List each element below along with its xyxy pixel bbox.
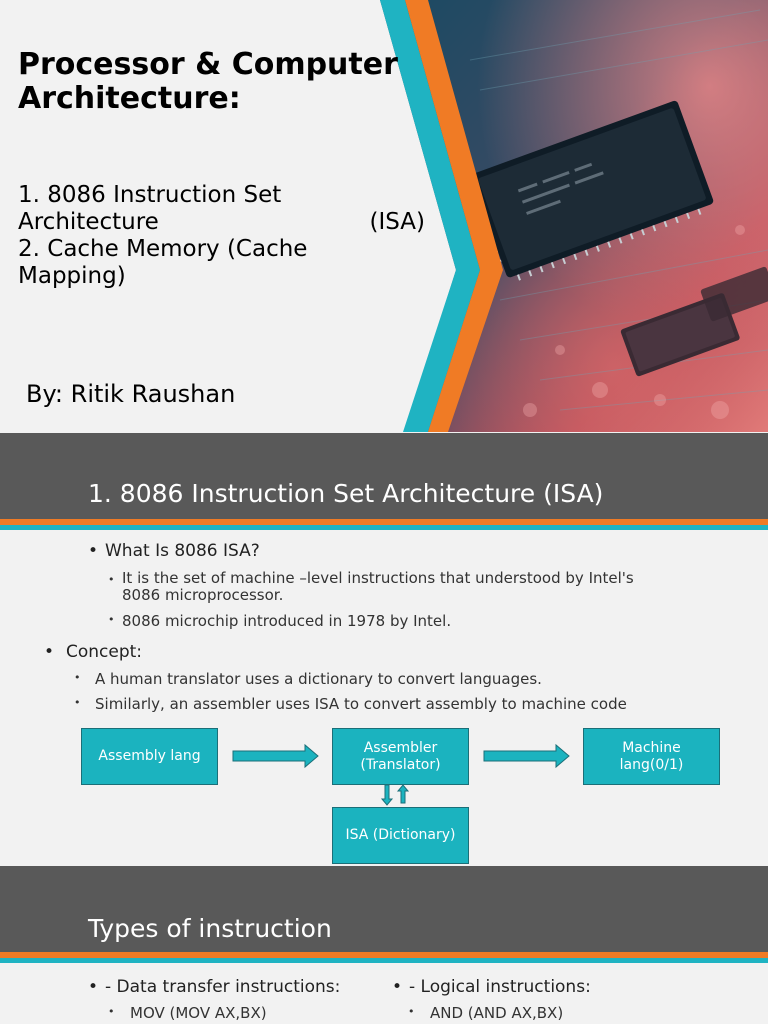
title-slide: [0, 0, 768, 432]
box-label-line-1: Assembler: [363, 739, 438, 756]
teal-divider: [0, 958, 768, 963]
box-label: Assembly lang: [98, 748, 201, 764]
bullet-dot: •: [88, 977, 99, 997]
bullet-text-line-2: 8086 microprocessor.: [122, 586, 284, 604]
slide-header: [0, 866, 768, 952]
arrow-up-from-isa: [398, 785, 408, 803]
box-label-line-2: (Translator): [360, 756, 441, 773]
bullet-text: - Logical instructions:: [409, 977, 591, 997]
arrow-down-to-isa: [382, 785, 392, 805]
bullet-text: 8086 microchip introduced in 1978 by Intel.: [122, 612, 452, 630]
assembler-box: [332, 728, 469, 785]
bullet-dot: •: [108, 1005, 115, 1018]
bullet-text-line-1: It is the set of machine –level instructions that understood by Intel's: [122, 569, 634, 587]
bullet-data-transfer: [88, 977, 340, 997]
bullet-dot: •: [88, 541, 99, 561]
arrow-assembler-to-machine: [484, 745, 569, 767]
bullet-dot: •: [408, 1005, 415, 1018]
bullet-text: What Is 8086 ISA?: [105, 541, 260, 561]
bullet-text: - Data transfer instructions:: [105, 977, 341, 997]
title-line-1: Processor & Computer: [18, 47, 398, 82]
bullet-dot: •: [108, 573, 115, 586]
topic-2-line-1: 2. Cache Memory (Cache: [18, 236, 308, 262]
arrow-assembly-to-assembler: [233, 745, 318, 767]
topic-1-architecture: Architecture: [18, 209, 159, 235]
topic-list: [18, 182, 428, 290]
isa-slide: [0, 433, 768, 866]
types-slide: [0, 866, 768, 1024]
bullet-logical: [392, 977, 591, 997]
bullet-dot: •: [74, 696, 81, 709]
assembly-lang-box: [81, 728, 218, 785]
bullet-text: MOV (MOV AX,BX): [130, 1004, 267, 1022]
presentation-title: [18, 48, 438, 116]
isa-dictionary-box: [332, 807, 469, 864]
topic-1-isa: (ISA): [369, 209, 425, 235]
bullet-text: Concept:: [66, 642, 143, 662]
bullet-dot: •: [392, 977, 403, 997]
box-label: ISA (Dictionary): [345, 827, 456, 843]
sub-bullet-and: [408, 1004, 563, 1022]
topic-1-line-1: 1. 8086 Instruction Set: [18, 182, 282, 208]
sub-bullet-mov: [108, 1004, 267, 1022]
slide-title: 1. 8086 Instruction Set Architecture (ISA): [88, 479, 604, 508]
slide-title: Types of instruction: [88, 914, 332, 943]
bullet-text: Similarly, an assembler uses ISA to convert assembly to machine code: [95, 695, 627, 713]
bullet-text: AND (AND AX,BX): [430, 1004, 564, 1022]
box-label-line-2: lang(0/1): [619, 756, 684, 773]
bullet-dot: •: [108, 613, 115, 626]
author-name: By: Ritik Raushan: [26, 380, 236, 408]
flow-diagram-arrows: [0, 433, 768, 866]
title-line-2: Architecture:: [18, 81, 241, 116]
topic-1-line-2: [18, 209, 425, 236]
bullet-dot: •: [74, 671, 81, 684]
bullet-dot: •: [44, 642, 55, 662]
bullet-text: A human translator uses a dictionary to convert languages.: [95, 670, 542, 688]
machine-lang-box: [583, 728, 720, 785]
topic-2-line-2: Mapping): [18, 263, 126, 289]
box-label-line-1: Machine: [622, 739, 681, 756]
